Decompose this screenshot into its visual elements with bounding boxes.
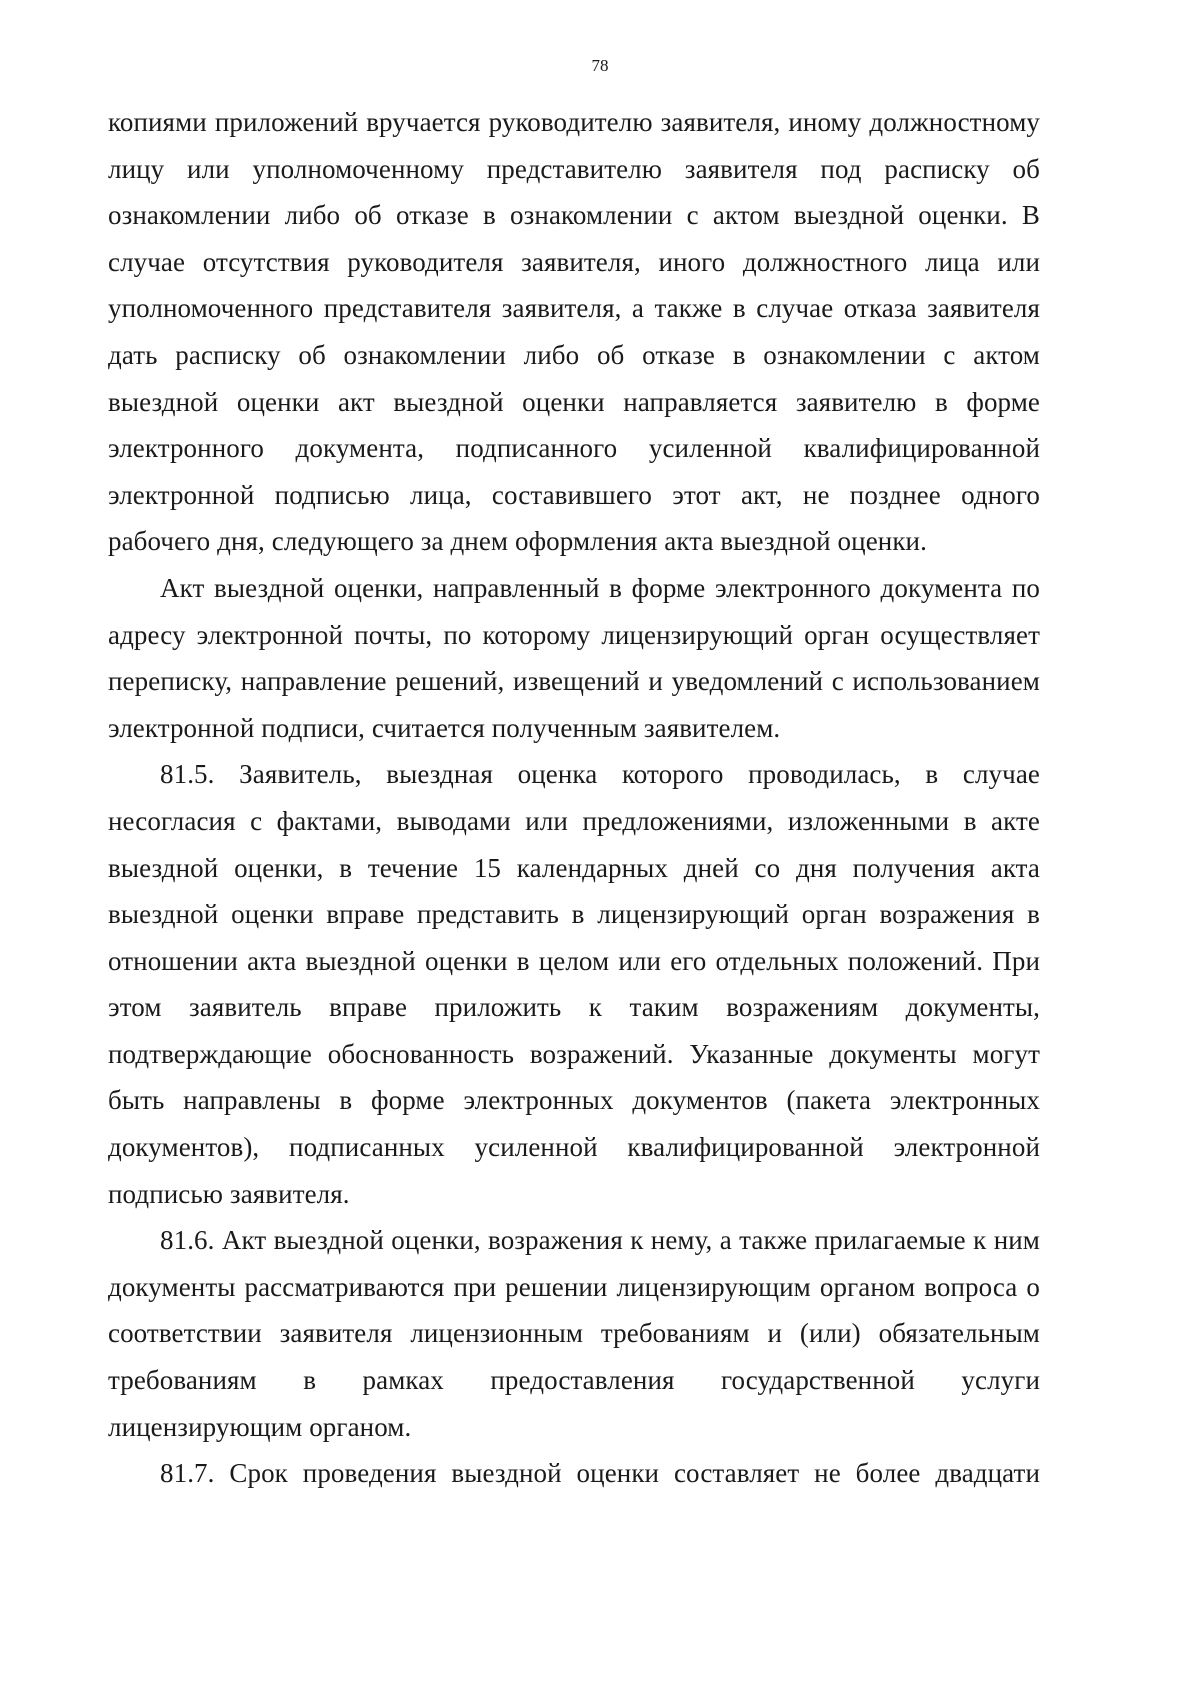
paragraph-81-7: 81.7. Срок проведения выездной оценки составляет не более двадцати — [160, 1458, 1040, 1489]
paragraph-81-5: 81.5. Заявитель, выездная оценка которого проводилась, в случае несогласия с фактами, выводами или предложениями, изложенными в акте выездной оценки, в течение 15 календарных дней со дня получения акта выездной оценки вправе представить в лицензирующий орган возражения в отношении акта выездной оценки в целом или его отдельных положений. При этом заявитель вправе приложить к таким возражениям документы, подтверждающие обоснованность возражений. Указанные документы могут быть направлены в форме электронных документов (пакета электронных документов), подписанных усиленной квалифицированной электронной подписью заявителя. — [108, 759, 1040, 1209]
paragraph-continuation: копиями приложений вручается руководителю заявителя, иному должностному лицу или уполномоченному представителю заявителя под расписку об ознакомлении либо об отказе в ознакомлении с актом выездной оценки. В случае отсутствия руководителя заявителя, иного должностного лица или уполномоченного представителя заявителя, а также в случае отказа заявителя дать расписку об ознакомлении либо об отказе в ознакомлении с актом выездной оценки акт выездной оценки направляется заявителю в форме электронного документа, подписанного усиленной квалифицированной электронной подписью лица, составившего этот акт, не позднее одного рабочего дня, следующего за днем оформления акта выездной оценки. — [108, 107, 1040, 557]
paragraph-81-6: 81.6. Акт выездной оценки, возражения к нему, а также прилагаемые к ним документы рассматриваются при решении лицензирующим органом вопроса о соответствии заявителя лицензионным требованиям и (или) обязательным требованиям в рамках предоставления государственной услуги лицензирующим органом. — [108, 1225, 1040, 1442]
page-number: 78 — [591, 56, 609, 75]
paragraph-act-delivery: Акт выездной оценки, направленный в форме электронного документа по адресу электронной почты, по которому лицензирующий орган осуществляет переписку, направление решений, извещений и уведомлений с использованием электронной подписи, считается полученным заявителем. — [108, 572, 1040, 743]
document-body — [108, 99, 1040, 1497]
